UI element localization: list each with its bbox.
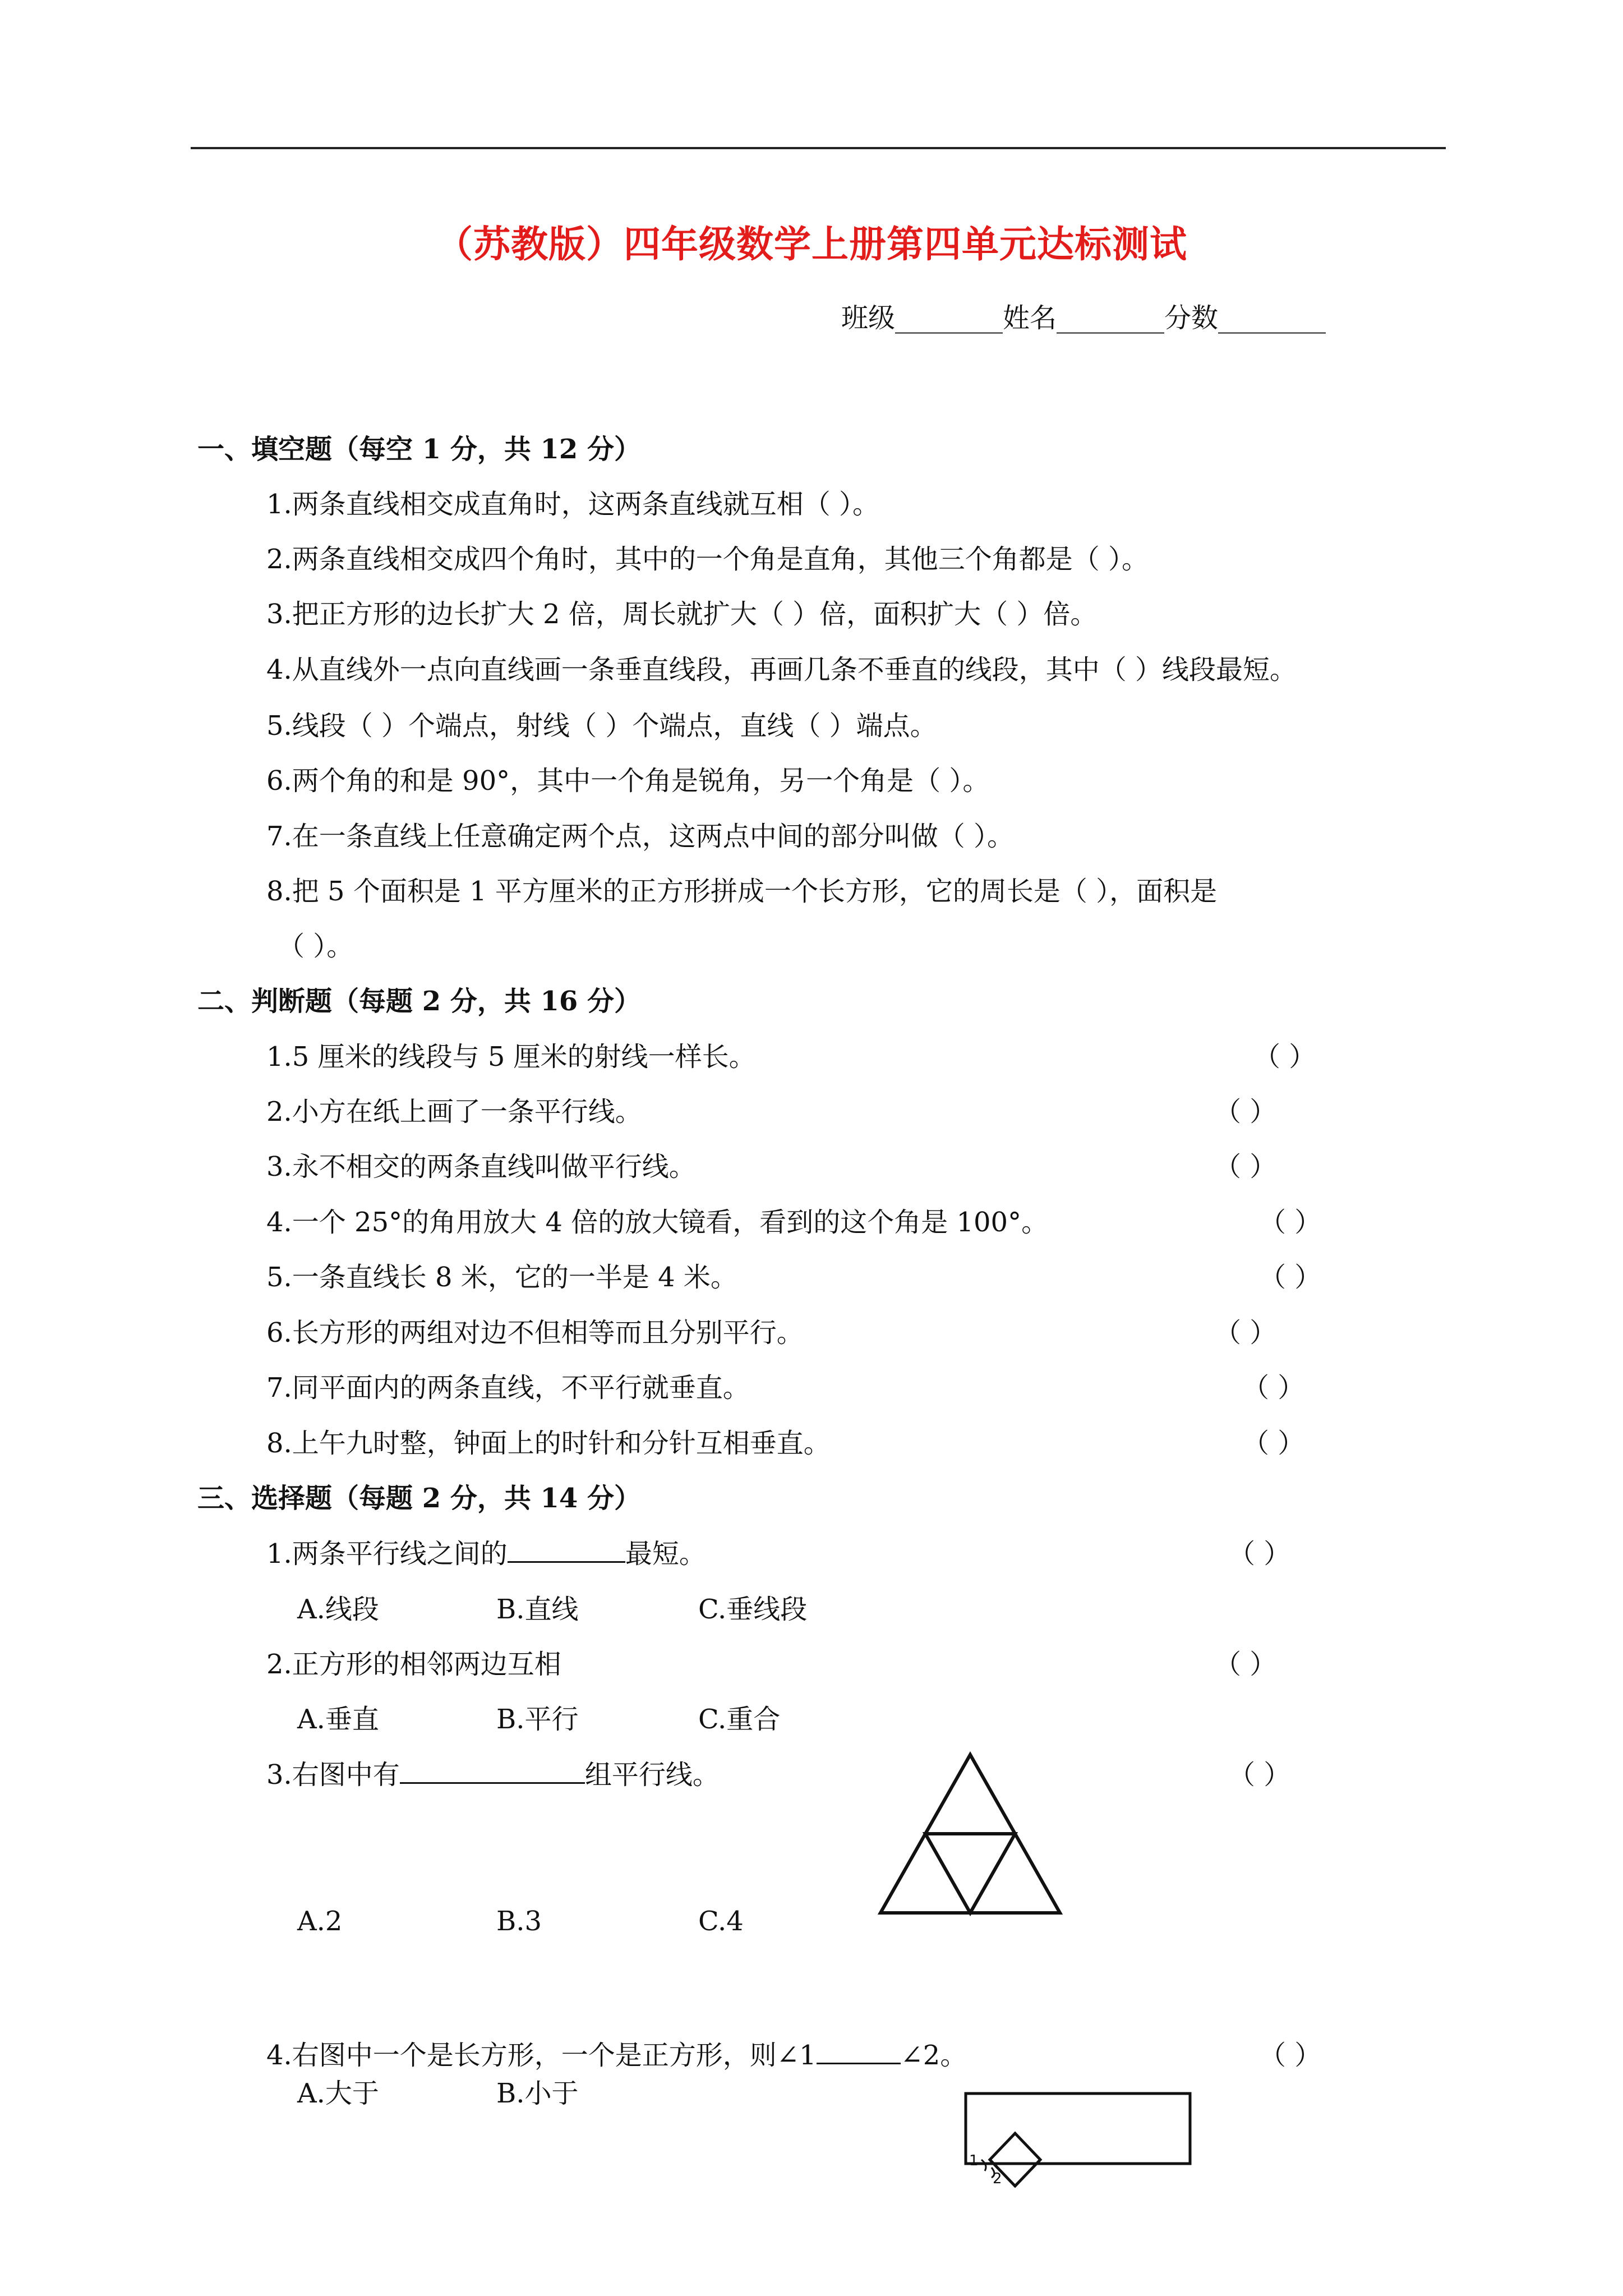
rectangle-square-figure <box>959 2087 1195 2188</box>
choice-question-3-pre: 3.右图中有 <box>266 1759 400 1791</box>
fill-question-6: 6.两个角的和是 90°，其中一个角是锐角，另一个角是（ ）。 <box>266 765 990 797</box>
header-rule <box>191 147 1446 149</box>
fill-question-8-cont: （ ）。 <box>278 931 354 962</box>
choice-question-1-pre: 1.两条平行线之间的 <box>266 1538 508 1570</box>
choice-question-3 <box>266 1753 720 1792</box>
judge-question-4: 4.一个 25°的角用放大 4 倍的放大镜看，看到的这个角是 100°。 <box>266 1207 1049 1238</box>
judge-answer-paren-4: （ ） <box>1259 1207 1322 1238</box>
choice-1-option-c: C.垂线段 <box>698 1594 808 1625</box>
judge-question-2: 2.小方在纸上画了一条平行线。 <box>266 1096 642 1128</box>
choice-question-2: 2.正方形的相邻两边互相 <box>266 1649 561 1680</box>
angle-1-label: 1 <box>969 2152 979 2169</box>
fill-question-4: 4.从直线外一点向直线画一条垂直线段，再画几条不垂直的线段，其中（ ）线段最短。 <box>266 654 1297 685</box>
choice-2-option-b: B.平行 <box>496 1704 579 1735</box>
choice-1-option-b: B.直线 <box>496 1594 579 1625</box>
rectangle-shape <box>966 2093 1190 2164</box>
choice-question-1-post: 最短。 <box>625 1538 706 1570</box>
judge-answer-paren-6: （ ） <box>1214 1317 1277 1349</box>
answer-blank-1[interactable] <box>508 1539 625 1563</box>
choice-2-option-a: A.垂直 <box>297 1704 379 1735</box>
answer-blank-4[interactable] <box>817 2040 901 2064</box>
judge-question-3: 3.永不相交的两条直线叫做平行线。 <box>266 1151 696 1182</box>
choice-3-option-a: A.2 <box>297 1906 343 1937</box>
inner-triangle <box>925 1834 1015 1913</box>
judge-answer-paren-2: （ ） <box>1214 1096 1277 1128</box>
choice-answer-paren-3: （ ） <box>1228 1759 1291 1791</box>
section2-heading: 二、判断题（每题 2 分，共 16 分） <box>197 986 642 1017</box>
page-title: （苏教版）四年级数学上册第四单元达标测试 <box>436 222 1187 266</box>
choice-question-4-post: ∠2。 <box>900 2040 967 2071</box>
choice-answer-paren-1: （ ） <box>1228 1538 1291 1570</box>
answer-blank-3[interactable] <box>400 1760 585 1784</box>
fill-question-1: 1.两条直线相交成直角时，这两条直线就互相（ ）。 <box>266 489 880 520</box>
choice-question-3-post: 组平行线。 <box>584 1759 720 1791</box>
judge-question-8: 8.上午九时整，钟面上的时针和分针互相垂直。 <box>266 1428 831 1459</box>
choice-answer-paren-2: （ ） <box>1214 1649 1277 1680</box>
choice-question-1 <box>266 1532 706 1571</box>
section3-heading: 三、选择题（每题 2 分，共 14 分） <box>197 1483 642 1514</box>
judge-question-5: 5.一条直线长 8 米，它的一半是 4 米。 <box>266 1262 737 1293</box>
angle-2-label: 2 <box>993 2170 1002 2187</box>
judge-answer-paren-5: （ ） <box>1259 1262 1322 1293</box>
fill-question-8: 8.把 5 个面积是 1 平方厘米的正方形拼成一个长方形，它的周长是（ ），面积是 <box>266 876 1218 907</box>
judge-answer-paren-8: （ ） <box>1242 1428 1305 1459</box>
choice-question-4 <box>266 2033 967 2072</box>
fill-question-3: 3.把正方形的边长扩大 2 倍，周长就扩大（ ）倍，面积扩大（ ）倍。 <box>266 599 1098 630</box>
choice-3-option-c: C.4 <box>698 1906 744 1937</box>
choice-question-4-pre: 4.右图中一个是长方形，一个是正方形，则∠1 <box>266 2040 817 2071</box>
section1-heading: 一、填空题（每空 1 分，共 12 分） <box>197 434 642 465</box>
student-info-line: 班级________姓名________分数________ <box>841 302 1326 334</box>
fill-question-7: 7.在一条直线上任意确定两个点，这两点中间的部分叫做（ ）。 <box>266 821 1015 852</box>
judge-answer-paren-7: （ ） <box>1242 1372 1305 1404</box>
judge-answer-paren-1: （ ） <box>1253 1041 1316 1073</box>
judge-answer-paren-3: （ ） <box>1214 1151 1277 1182</box>
choice-answer-paren-4: （ ） <box>1259 2040 1322 2071</box>
fill-question-2: 2.两条直线相交成四个角时，其中的一个角是直角，其他三个角都是（ ）。 <box>266 544 1149 575</box>
choice-3-option-b: B.3 <box>496 1906 542 1937</box>
choice-2-option-c: C.重合 <box>698 1704 781 1735</box>
angle-1-arc <box>981 2160 986 2171</box>
triangle-figure <box>875 1750 1066 1921</box>
choice-4-option-a: A.大于 <box>297 2078 379 2109</box>
judge-question-1: 1.5 厘米的线段与 5 厘米的射线一样长。 <box>266 1041 756 1073</box>
fill-question-5: 5.线段（ ）个端点，射线（ ）个端点，直线（ ）端点。 <box>266 710 937 742</box>
choice-4-option-b: B.小于 <box>496 2078 579 2109</box>
judge-question-7: 7.同平面内的两条直线，不平行就垂直。 <box>266 1372 750 1404</box>
judge-question-6: 6.长方形的两组对边不但相等而且分别平行。 <box>266 1317 804 1349</box>
choice-1-option-a: A.线段 <box>297 1594 379 1625</box>
